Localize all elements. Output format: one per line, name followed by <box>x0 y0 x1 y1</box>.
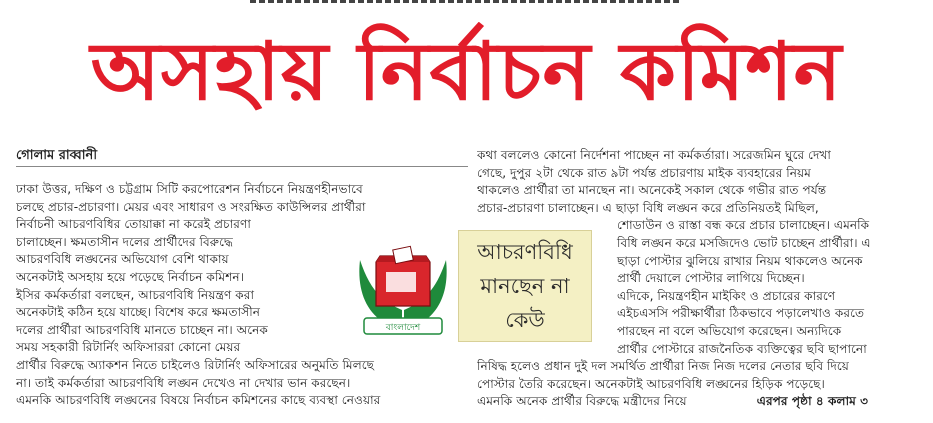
inset-line-1: আচরণবিধি <box>477 240 573 264</box>
right-line-10: এইচএসসি পরীক্ষার্থীরা ঠিকভাবে পড়ালেখাও করতে <box>617 306 865 321</box>
left-line-12: না। তাই কর্মকর্তারা আচরণবিধি লঙ্ঘন দেখেও না দেখার ভান করছেন। <box>16 375 351 390</box>
inset-line-2: মানছেন না <box>480 274 570 298</box>
left-line-1: ঢাকা উত্তর, দক্ষিণ ও চট্টগ্রাম সিটি করপোরেশন নির্বাচনে নিয়ন্ত্রণহীনভাবে <box>16 182 363 196</box>
left-line-2: চলছে প্রচার-প্রচারণা। মেয়র এবং সাধারণ ও সংরক্ষিত কাউন্সিলর প্রার্থীরা <box>16 199 366 214</box>
right-line-4: প্রচার-প্রচারণা চালাচ্ছেন। এ ছাড়া বিধি লঙ্ঘন করে প্রতিনিয়তই মিছিল, <box>477 200 819 215</box>
headline: অসহায় নির্বাচন কমিশন <box>90 25 843 118</box>
right-line-11: পারছেন না বলে অভিযোগ করেছেন। অন্যদিকে <box>617 323 842 338</box>
right-line-2: গেছে, দুপুর ২টা থেকে রাত ৯টা পর্যন্ত প্রচারণায় মাইক ব্যবহারের নিয়ম <box>477 165 811 180</box>
right-line-8: প্রার্থী দেয়ালে পোস্টার লাগিয়ে দিচ্ছেন। <box>617 271 805 286</box>
right-line-3: থাকলেও প্রার্থীরা তা মানছেন না। অনেকেই সকাল থেকে গভীর রাত পর্যন্ত <box>477 183 827 198</box>
inset-box <box>350 222 600 350</box>
left-line-10: সময় সহকারী রিটার্নিং অফিসাররা কোনো মেয়র <box>16 340 241 355</box>
right-line-12: প্রার্থীর পোস্টারে রাজনৈতিক ব্যক্তিত্বের ছবি ছাপানো <box>617 341 867 356</box>
left-line-3: নির্বাচনী আচরণবিধির তোয়াক্কা না করেই প্রচারণা <box>16 217 251 232</box>
right-line-5: শোডাউন ও রাস্তা বন্ধ করে প্রচার চালাচ্ছেন। এমনকি <box>617 218 870 233</box>
inset-badge <box>458 230 592 342</box>
left-line-5: আচরণবিধি লঙ্ঘনের অভিযোগ বেশি থাকায় <box>16 252 229 267</box>
continuation-note: এরপর পৃষ্ঠা ৪ কলাম ৩ <box>756 394 869 409</box>
left-line-7: ইসির কর্মকর্তারা বলছেন, আচরণবিধি নিয়ন্ত্রণ করা <box>16 287 254 302</box>
byline-rule <box>16 166 468 167</box>
left-line-6: অনেকটাই অসহায় হয়ে পড়েছে নির্বাচন কমিশন। <box>16 269 245 284</box>
right-line-15-text: এমনকি অনেক প্রার্থীর বিরুদ্ধে মন্ত্রীদের নিয়ে <box>477 394 687 409</box>
right-line-15 <box>477 393 921 411</box>
right-line-9: এদিকে, নিয়ন্ত্রণহীন মাইকিং ও প্রচারের কারণে <box>617 288 836 303</box>
left-line-8: অনেকটাই কঠিন হয়ে যাচ্ছে। বিশেষ করে ক্ষমতাসীন <box>16 305 260 320</box>
election-commission-logo-icon <box>350 226 456 342</box>
right-line-7: ছাড়া পোস্টার ঝুলিয়ে রাখার নিয়ম থাকলেও অনেক <box>617 253 863 268</box>
inset-line-3: কেউ <box>505 308 545 332</box>
logo-ribbon-text: বাংলাদেশ <box>385 323 421 333</box>
right-line-13: নিষিদ্ধ হলেও প্রধান দুই দল সমর্থিত প্রার্থীরা নিজ নিজ দলের নেতার ছবি দিয়ে <box>477 359 849 374</box>
left-line-11: প্রার্থীর বিরুদ্ধে অ্যাকশন নিতে চাইলেও রিটার্নিং অফিসারের অনুমতি মিলছে <box>16 357 375 372</box>
top-strip-line <box>250 0 680 3</box>
left-line-9: দলের প্রার্থীরা আচরণবিধি মানতে চাচ্ছেন না। অনেক <box>16 322 268 337</box>
top-strip <box>0 0 933 6</box>
right-line-14: পোস্টার তৈরি করেছেন। অনেকটাই আচরণবিধি লঙ্ঘনের হিড়িক পড়েছে। <box>477 376 825 391</box>
right-line-1: কথা বললেও কোনো নির্দেশনা পাচ্ছেন না কর্মকর্তারা। সরেজমিন ঘুরে দেখা <box>477 148 831 162</box>
ballot-box-icon <box>376 246 430 306</box>
right-line-6: বিধি লঙ্ঘন করে মসজিদেও ভোট চাচ্ছেন প্রার্থীরা। এ <box>617 235 871 250</box>
left-line-4: চালাচ্ছেন। ক্ষমতাসীন দলের প্রার্থীদের বিরুদ্ধে <box>16 234 233 249</box>
left-line-13: এমনকি আচরণবিধি লঙ্ঘনের বিষয়ে নির্বাচন কমিশনের কাছে ব্যবস্থা নেওয়ার <box>16 393 381 408</box>
byline: গোলাম রাব্বানী <box>16 148 98 163</box>
